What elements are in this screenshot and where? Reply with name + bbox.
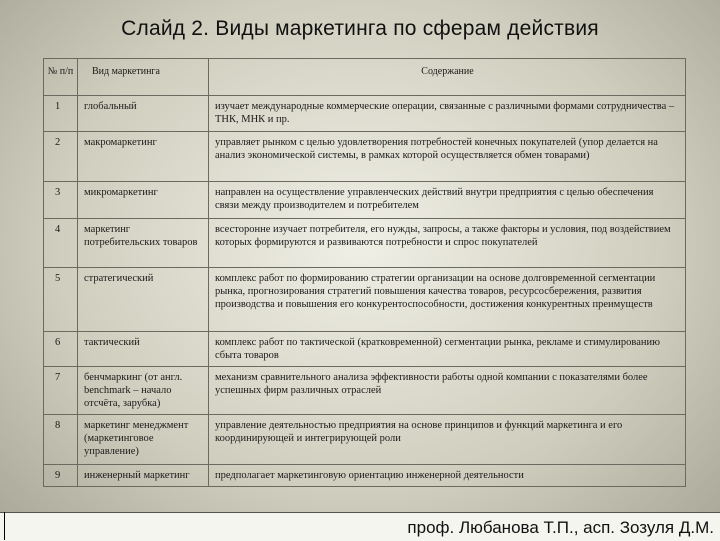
- table-row: [44, 182, 686, 219]
- row-content: механизм сравнительного анализа эффективности работы одной компании с показателями более успешных фирм различных отраслей: [209, 367, 686, 415]
- footer-divider: [4, 512, 5, 540]
- row-kind: микромаркетинг: [78, 182, 209, 219]
- row-content: комплекс работ по тактической (кратковременной) сегментации рынка, рекламе и стимулированию сбыта товаров: [209, 332, 686, 367]
- row-content: предполагает маркетинговую ориентацию инженерной деятельности: [209, 465, 686, 487]
- row-content: направлен на осуществление управленческих действий внутри предприятия с целью обеспечения связи между производителем и потребителем: [209, 182, 686, 219]
- row-num: 6: [44, 332, 78, 367]
- table-row: [44, 96, 686, 132]
- table-row: [44, 268, 686, 332]
- row-content: изучает международные коммерческие операции, связанные с различными формами сотрудничества – ТНК, МНК и пр.: [209, 96, 686, 132]
- table-row: [44, 132, 686, 182]
- row-content: всесторонне изучает потребителя, его нужды, запросы, а также факторы и условия, под воздействием которых формируются и развиваются потребности и спрос покупателей: [209, 219, 686, 268]
- row-num: 4: [44, 219, 78, 268]
- table-row: [44, 332, 686, 367]
- header-content: Содержание: [209, 59, 686, 96]
- row-kind: стратегический: [78, 268, 209, 332]
- row-kind: бенчмаркинг (от англ. benchmark – начало отсчёта, зарубка): [78, 367, 209, 415]
- row-num: 1: [44, 96, 78, 132]
- slide-title: Слайд 2. Виды маркетинга по сферам действия: [121, 17, 599, 40]
- table-row: [44, 465, 686, 487]
- row-content: комплекс работ по формированию стратегии организации на основе долговременной сегментации рынка, прогнозирования стратегий повышения качества товаров, ресурсосбережения, развития производства и повышения его конкурентоспособности, достижения конкурентных преимуществ: [209, 268, 686, 332]
- table-row: [44, 219, 686, 268]
- row-num: 2: [44, 132, 78, 182]
- row-kind: маркетинг потребительских товаров: [78, 219, 209, 268]
- row-num: 8: [44, 415, 78, 465]
- row-content: управление деятельностью предприятия на основе принципов и функций маркетинга и его координирующей и интегрирующей роли: [209, 415, 686, 465]
- row-num: 3: [44, 182, 78, 219]
- row-num: 7: [44, 367, 78, 415]
- row-num: 9: [44, 465, 78, 487]
- marketing-types-table: [43, 58, 686, 487]
- header-kind: Вид маркетинга: [78, 59, 209, 96]
- row-kind: тактический: [78, 332, 209, 367]
- row-kind: инженерный маркетинг: [78, 465, 209, 487]
- row-kind: глобальный: [78, 96, 209, 132]
- table-header-row: [44, 59, 686, 96]
- header-num: № п/п: [44, 59, 78, 96]
- table-row: [44, 367, 686, 415]
- table-row: [44, 415, 686, 465]
- row-num: 5: [44, 268, 78, 332]
- row-content: управляет рынком с целью удовлетворения потребностей конечных покупателей (упор делается на анализ экономической системы, в рамках которой осуществляется обмен товарами): [209, 132, 686, 182]
- footer-authors: проф. Любанова Т.П., асп. Зозуля Д.М.: [407, 518, 714, 537]
- row-kind: маркетинг менеджмент (маркетинговое управление): [78, 415, 209, 465]
- row-kind: макромаркетинг: [78, 132, 209, 182]
